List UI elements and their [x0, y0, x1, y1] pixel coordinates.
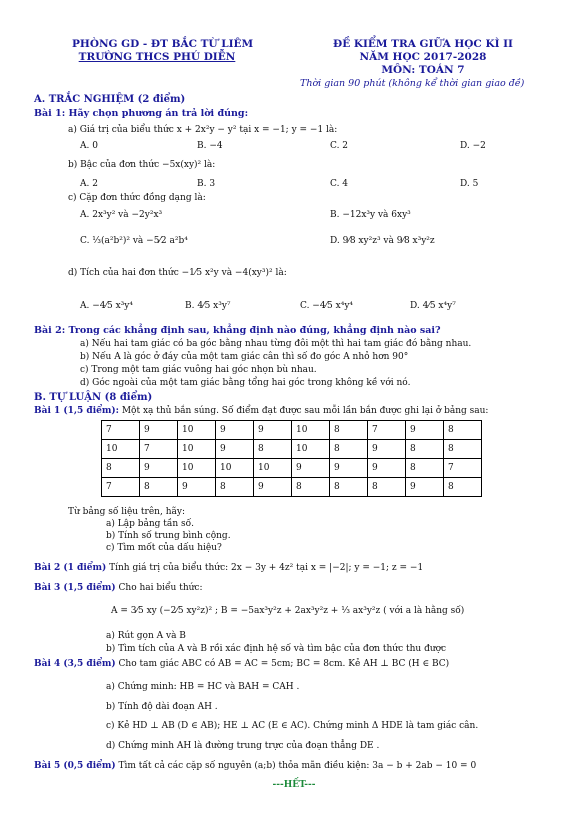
- b-bai1-ask: Từ bảng số liệu trên, hãy:: [68, 507, 185, 517]
- table-cell: 7: [368, 421, 406, 440]
- table-cell: 9: [140, 421, 178, 440]
- table-cell: 10: [254, 459, 292, 478]
- b-bai1-line: [34, 406, 488, 416]
- b-bai3-item-b: b) Tìm tích của A và B rồi xác định hệ số và tìm bậc của đơn thức thu được: [106, 644, 447, 654]
- table-cell: 10: [178, 459, 216, 478]
- table-cell: 8: [330, 440, 368, 459]
- b-bai4-text: Cho tam giác ABC có AB = AC = 5cm; BC = 8cm. Kẻ AH ⊥ BC (H ∈ BC): [115, 659, 450, 669]
- table-cell: 9: [330, 459, 368, 478]
- q-b-option-a[interactable]: A. 2: [80, 179, 98, 189]
- table-cell: 9: [406, 421, 444, 440]
- part-a-bai1: Bài 1: Hãy chọn phương án trả lời đúng:: [34, 108, 249, 119]
- dept-name: PHÒNG GD - ĐT BẮC TỪ LIÊM: [72, 38, 254, 50]
- b-bai3-lead: Bài 3 (1,5 điểm): [34, 583, 116, 593]
- b-bai1-item-a: a) Lập bảng tần số.: [106, 519, 195, 529]
- table-cell: 10: [292, 440, 330, 459]
- table-cell: 9: [368, 459, 406, 478]
- table-cell: 8: [444, 440, 482, 459]
- table-cell: 9: [406, 478, 444, 497]
- q-b-option-c[interactable]: C. 4: [330, 179, 349, 189]
- b-bai4-item-d: d) Chứng minh AH là đường trung trực của đoạn thẳng DE .: [106, 741, 380, 751]
- table-cell: 10: [178, 440, 216, 459]
- q-d-option-d[interactable]: D. 4⁄5 x⁴y⁷: [410, 301, 456, 311]
- table-cell: 8: [216, 478, 254, 497]
- part-a-title: A. TRẮC NGHIỆM (2 điểm): [34, 94, 186, 105]
- b-bai4-item-b: b) Tính độ dài đoạn AH .: [106, 702, 218, 712]
- table-cell: 8: [444, 421, 482, 440]
- table-cell: 8: [368, 478, 406, 497]
- bai2-item-d: d) Góc ngoài của một tam giác bằng tổng hai góc trong không kề với nó.: [80, 378, 411, 388]
- part-b-title: B. TỰ LUẬN (8 điểm): [34, 392, 153, 403]
- table-cell: 10: [216, 459, 254, 478]
- table-cell: 9: [368, 440, 406, 459]
- b-bai3-formula: A = 3⁄5 xy (−2⁄5 xy²z)² ; B = −5ax³y²z + 2ax³y²z + ⅓ ax³y²z ( với a là hằng số): [111, 606, 465, 616]
- table-cell: 9: [216, 421, 254, 440]
- bai2-item-a: a) Nếu hai tam giác có ba góc bằng nhau từng đôi một thì hai tam giác đó bằng nhau.: [80, 339, 472, 349]
- question-b: b) Bậc của đơn thức −5x(xy)² là:: [68, 160, 216, 170]
- question-a: a) Giá trị của biểu thức x + 2x²y − y² tại x = −1; y = −1 là:: [68, 125, 338, 135]
- bai2-item-b: b) Nếu A là góc ở đáy của một tam giác cân thì số đo góc A nhỏ hơn 90°: [80, 352, 409, 362]
- table-cell: 8: [292, 478, 330, 497]
- q-d-option-b[interactable]: B. 4⁄5 x³y⁷: [185, 301, 231, 311]
- time-note: Thời gian 90 phút (không kể thời gian giao đề): [300, 78, 525, 89]
- table-cell: 9: [254, 421, 292, 440]
- table-cell: 8: [330, 421, 368, 440]
- exam-title: ĐỀ KIỂM TRA GIỮA HỌC KÌ II: [333, 38, 513, 50]
- q-b-option-d[interactable]: D. 5: [460, 179, 479, 189]
- q-c-option-c[interactable]: C. ⅓(a²b²)² và −5⁄2 a²b⁴: [80, 236, 188, 246]
- table-cell: 8: [406, 459, 444, 478]
- table-cell: 10: [178, 421, 216, 440]
- b-bai3-text: Cho hai biểu thức:: [115, 583, 203, 593]
- b-bai5-lead: Bài 5 (0,5 điểm): [34, 761, 116, 771]
- q-c-option-a[interactable]: A. 2x³y² và −2y²x³: [80, 210, 163, 220]
- question-c: c) Cặp đơn thức đồng dạng là:: [68, 193, 206, 203]
- table-cell: 10: [102, 440, 140, 459]
- table-cell: 9: [254, 478, 292, 497]
- b-bai2-line: [34, 563, 423, 573]
- b-bai3-line: [34, 583, 203, 593]
- q-d-option-c[interactable]: C. −4⁄5 x⁴y⁴: [300, 301, 354, 311]
- b-bai4-line: [34, 659, 449, 669]
- school-name: TRƯỜNG THCS PHÚ DIỄN: [78, 51, 236, 63]
- b-bai2-text: Tính giá trị của biểu thức: 2x − 3y + 4z² tại x = |−2|; y = −1; z = −1: [106, 563, 424, 573]
- q-b-option-b[interactable]: B. 3: [197, 179, 216, 189]
- table-cell: 9: [216, 440, 254, 459]
- table-row: [102, 421, 482, 440]
- q-c-option-b[interactable]: B. −12x³y và 6xy³: [330, 210, 411, 220]
- q-a-option-b[interactable]: B. −4: [197, 141, 223, 151]
- q-d-option-a[interactable]: A. −4⁄5 x³y⁴: [80, 301, 133, 311]
- table-cell: 9: [178, 478, 216, 497]
- q-c-option-d[interactable]: D. 9⁄8 xy²z³ và 9⁄8 x³y²z: [330, 236, 435, 246]
- table-cell: 8: [330, 478, 368, 497]
- end-marker: ---HẾT---: [272, 780, 316, 790]
- b-bai1-item-c: c) Tìm mốt của dấu hiệu?: [106, 543, 222, 553]
- table-cell: 7: [102, 421, 140, 440]
- table-cell: 8: [444, 478, 482, 497]
- table-cell: 8: [406, 440, 444, 459]
- school-year: NĂM HỌC 2017-2028: [359, 51, 487, 63]
- b-bai1-lead: Bài 1 (1,5 điểm):: [34, 406, 119, 416]
- score-table: [101, 420, 482, 497]
- b-bai2-lead: Bài 2 (1 điểm): [34, 563, 107, 573]
- b-bai4-lead: Bài 4 (3,5 điểm): [34, 659, 116, 669]
- bai2-item-c: c) Trong một tam giác vuông hai góc nhọn bù nhau.: [80, 365, 317, 375]
- b-bai4-item-c: c) Kẻ HD ⊥ AB (D ∈ AB); HE ⊥ AC (E ∈ AC). Chứng minh Δ HDE là tam giác cân.: [106, 721, 479, 731]
- table-cell: 9: [292, 459, 330, 478]
- q-a-option-c[interactable]: C. 2: [330, 141, 349, 151]
- q-a-option-d[interactable]: D. −2: [460, 141, 486, 151]
- table-cell: 7: [444, 459, 482, 478]
- table-cell: 8: [102, 459, 140, 478]
- table-row: [102, 440, 482, 459]
- b-bai1-text: Một xạ thủ bắn súng. Số điểm đạt được sau mỗi lần bắn được ghi lại ở bảng sau:: [118, 406, 489, 416]
- table-row: [102, 459, 482, 478]
- table-cell: 9: [140, 459, 178, 478]
- b-bai3-item-a: a) Rút gọn A và B: [106, 631, 186, 641]
- subject: MÔN: TOÁN 7: [381, 64, 465, 76]
- table-cell: 8: [254, 440, 292, 459]
- question-d: d) Tích của hai đơn thức −1⁄5 x²y và −4(xy³)² là:: [68, 268, 287, 278]
- table-cell: 8: [140, 478, 178, 497]
- table-cell: 10: [292, 421, 330, 440]
- b-bai4-item-a: a) Chứng minh: HB = HC và BAH = CAH .: [106, 682, 300, 692]
- table-row: [102, 478, 482, 497]
- b-bai5-line: [34, 761, 476, 771]
- q-a-option-a[interactable]: A. 0: [80, 141, 98, 151]
- table-cell: 7: [102, 478, 140, 497]
- b-bai1-item-b: b) Tính số trung bình cộng.: [106, 531, 231, 541]
- table-cell: 7: [140, 440, 178, 459]
- b-bai5-text: Tìm tất cả các cặp số nguyên (a;b) thỏa mãn điều kiện: 3a − b + 2ab − 10 = 0: [115, 761, 477, 771]
- part-a-bai2: Bài 2: Trong các khẳng định sau, khẳng định nào đúng, khẳng định nào sai?: [34, 325, 441, 336]
